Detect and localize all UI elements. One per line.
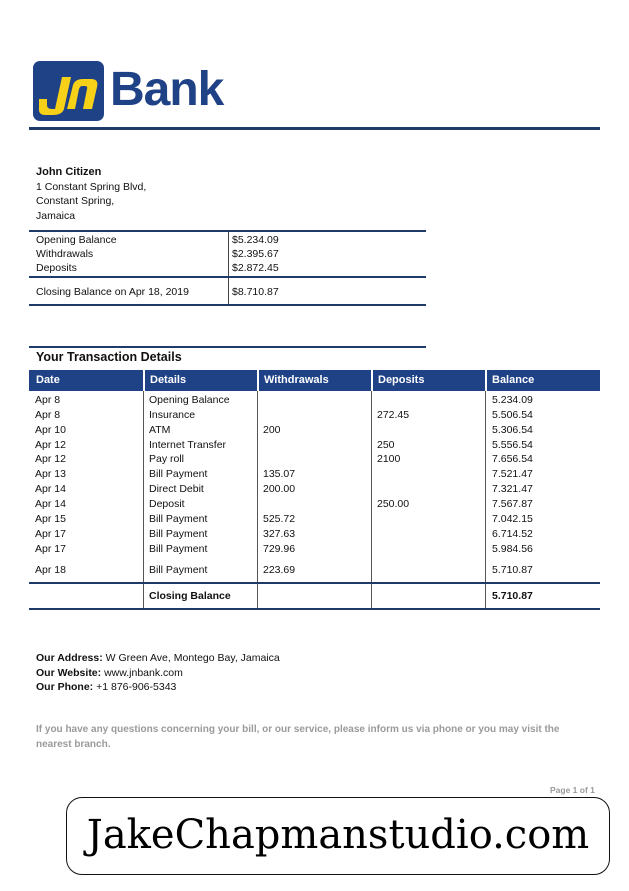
contact-address-value: W Green Ave, Montego Bay, Jamaica <box>105 652 280 664</box>
header-separator <box>257 370 259 391</box>
row-details: Bill Payment <box>149 528 208 540</box>
row-balance: 7.656.54 <box>492 453 533 465</box>
transactions-title: Your Transaction Details <box>36 350 182 364</box>
row-withdrawal: 223.69 <box>263 564 296 576</box>
table-row <box>0 467 629 481</box>
table-row <box>0 482 629 496</box>
row-details: Pay roll <box>149 453 185 465</box>
row-withdrawal: 200 <box>263 424 281 436</box>
row-balance: 5.710.87 <box>492 564 533 576</box>
table-row <box>0 423 629 437</box>
row-deposit: 250 <box>377 439 395 451</box>
table-row <box>0 438 629 452</box>
row-details: Opening Balance <box>149 394 230 406</box>
summary-value: $2.395.67 <box>232 248 279 260</box>
row-balance: 5.556.54 <box>492 439 533 451</box>
row-date: Apr 17 <box>35 528 66 540</box>
row-withdrawal: 327.63 <box>263 528 296 540</box>
row-balance: 7.321.47 <box>492 483 533 495</box>
column-header-date: Date <box>36 374 60 386</box>
summary-value: $5.234.09 <box>232 234 279 246</box>
row-balance: 5.306.54 <box>492 424 533 436</box>
row-balance: 7.567.87 <box>492 498 533 510</box>
row-date: Apr 13 <box>35 468 66 480</box>
transactions-closing-row <box>0 590 629 604</box>
table-row <box>0 393 629 407</box>
row-date: Apr 14 <box>35 498 66 510</box>
summary-row-withdrawals <box>36 247 416 261</box>
row-withdrawal: 525.72 <box>263 513 296 525</box>
row-balance: 7.042.15 <box>492 513 533 525</box>
row-date: Apr 17 <box>35 543 66 555</box>
contact-phone-value: +1 876-906-5343 <box>96 681 177 693</box>
customer-name: John Citizen <box>36 166 102 178</box>
customer-address-block <box>36 165 146 223</box>
row-withdrawal: 135.07 <box>263 468 296 480</box>
row-date: Apr 10 <box>35 424 66 436</box>
summary-row-deposits <box>36 261 416 275</box>
summary-label: Closing Balance on Apr 18, 2019 <box>36 286 189 298</box>
header-separator <box>143 370 145 391</box>
summary-bottom-rule <box>29 304 426 306</box>
row-date: Apr 14 <box>35 483 66 495</box>
questions-note: If you have any questions concerning your bill, or our service, please inform us via phone or you may visit the nearest branch. <box>36 724 560 750</box>
address-line: Constant Spring, <box>36 195 115 207</box>
row-deposit: 250.00 <box>377 498 410 510</box>
row-date: Apr 8 <box>35 394 61 406</box>
contact-phone-label: Our Phone: <box>36 681 94 693</box>
row-deposit: 272.45 <box>377 409 410 421</box>
table-row <box>0 497 629 511</box>
row-details: Insurance <box>149 409 196 421</box>
row-details: Bill Payment <box>149 513 208 525</box>
contact-website <box>36 666 280 681</box>
row-withdrawal: 200.00 <box>263 483 296 495</box>
closing-value: 5.710.87 <box>492 590 533 602</box>
row-balance: 5.984.56 <box>492 543 533 555</box>
bank-wordmark: Bank <box>110 63 224 116</box>
column-header-withdrawals: Withdrawals <box>264 374 329 386</box>
row-balance: 5.506.54 <box>492 409 533 421</box>
summary-label: Withdrawals <box>36 248 94 260</box>
address-line: Jamaica <box>36 209 76 222</box>
row-details: Direct Debit <box>149 483 204 495</box>
table-row <box>0 527 629 541</box>
row-date: Apr 8 <box>35 409 61 421</box>
row-balance: 6.714.52 <box>492 528 533 540</box>
summary-label: Deposits <box>36 262 77 274</box>
watermark-banner: JakeChapmanstudio.com <box>66 797 610 875</box>
row-details: Deposit <box>149 498 185 510</box>
row-date: Apr 18 <box>35 564 66 576</box>
row-date: Apr 12 <box>35 453 66 465</box>
row-deposit: 2100 <box>377 453 401 465</box>
column-header-deposits: Deposits <box>378 374 425 386</box>
row-details: Bill Payment <box>149 564 208 576</box>
row-withdrawal: 729.96 <box>263 543 296 555</box>
summary-value: $8.710.87 <box>232 286 279 298</box>
row-details: Bill Payment <box>149 468 208 480</box>
column-header-details: Details <box>150 374 187 386</box>
transactions-header <box>29 370 600 391</box>
header-separator <box>371 370 373 391</box>
contact-website-label: Our Website: <box>36 666 102 679</box>
summary-label: Opening Balance <box>36 234 117 246</box>
row-details: Internet Transfer <box>149 439 227 451</box>
column-header-balance: Balance <box>492 374 535 386</box>
header-separator <box>485 370 487 391</box>
table-row <box>0 452 629 466</box>
header-divider <box>29 127 600 130</box>
summary-row-opening <box>36 233 416 247</box>
table-row <box>0 563 629 577</box>
bank-logo-mark <box>33 61 104 121</box>
jn-logo-icon <box>33 61 104 121</box>
summary-value: $2.872.45 <box>232 262 279 274</box>
transactions-title-rule <box>29 346 426 348</box>
summary-row-closing <box>36 285 416 299</box>
contact-website-value[interactable]: www.jnbank.com <box>104 666 183 679</box>
row-date: Apr 15 <box>35 513 66 525</box>
address-line: 1 Constant Spring Blvd, <box>36 180 147 193</box>
row-balance: 5.234.09 <box>492 394 533 406</box>
row-details: ATM <box>149 424 171 436</box>
summary-mid-rule <box>29 276 426 278</box>
contact-phone <box>36 680 280 695</box>
contact-address <box>36 651 280 666</box>
contact-block <box>36 651 280 695</box>
contact-address-label: Our Address: <box>36 652 103 664</box>
transactions-closing-top-rule <box>29 582 600 584</box>
transactions-closing-bottom-rule <box>29 608 600 610</box>
table-row <box>0 542 629 556</box>
table-row <box>0 512 629 526</box>
table-row <box>0 408 629 422</box>
closing-label: Closing Balance <box>149 590 231 602</box>
page-number: Page 1 of 1 <box>550 785 595 795</box>
row-balance: 7.521.47 <box>492 468 533 480</box>
row-date: Apr 12 <box>35 439 66 451</box>
row-details: Bill Payment <box>149 543 208 555</box>
